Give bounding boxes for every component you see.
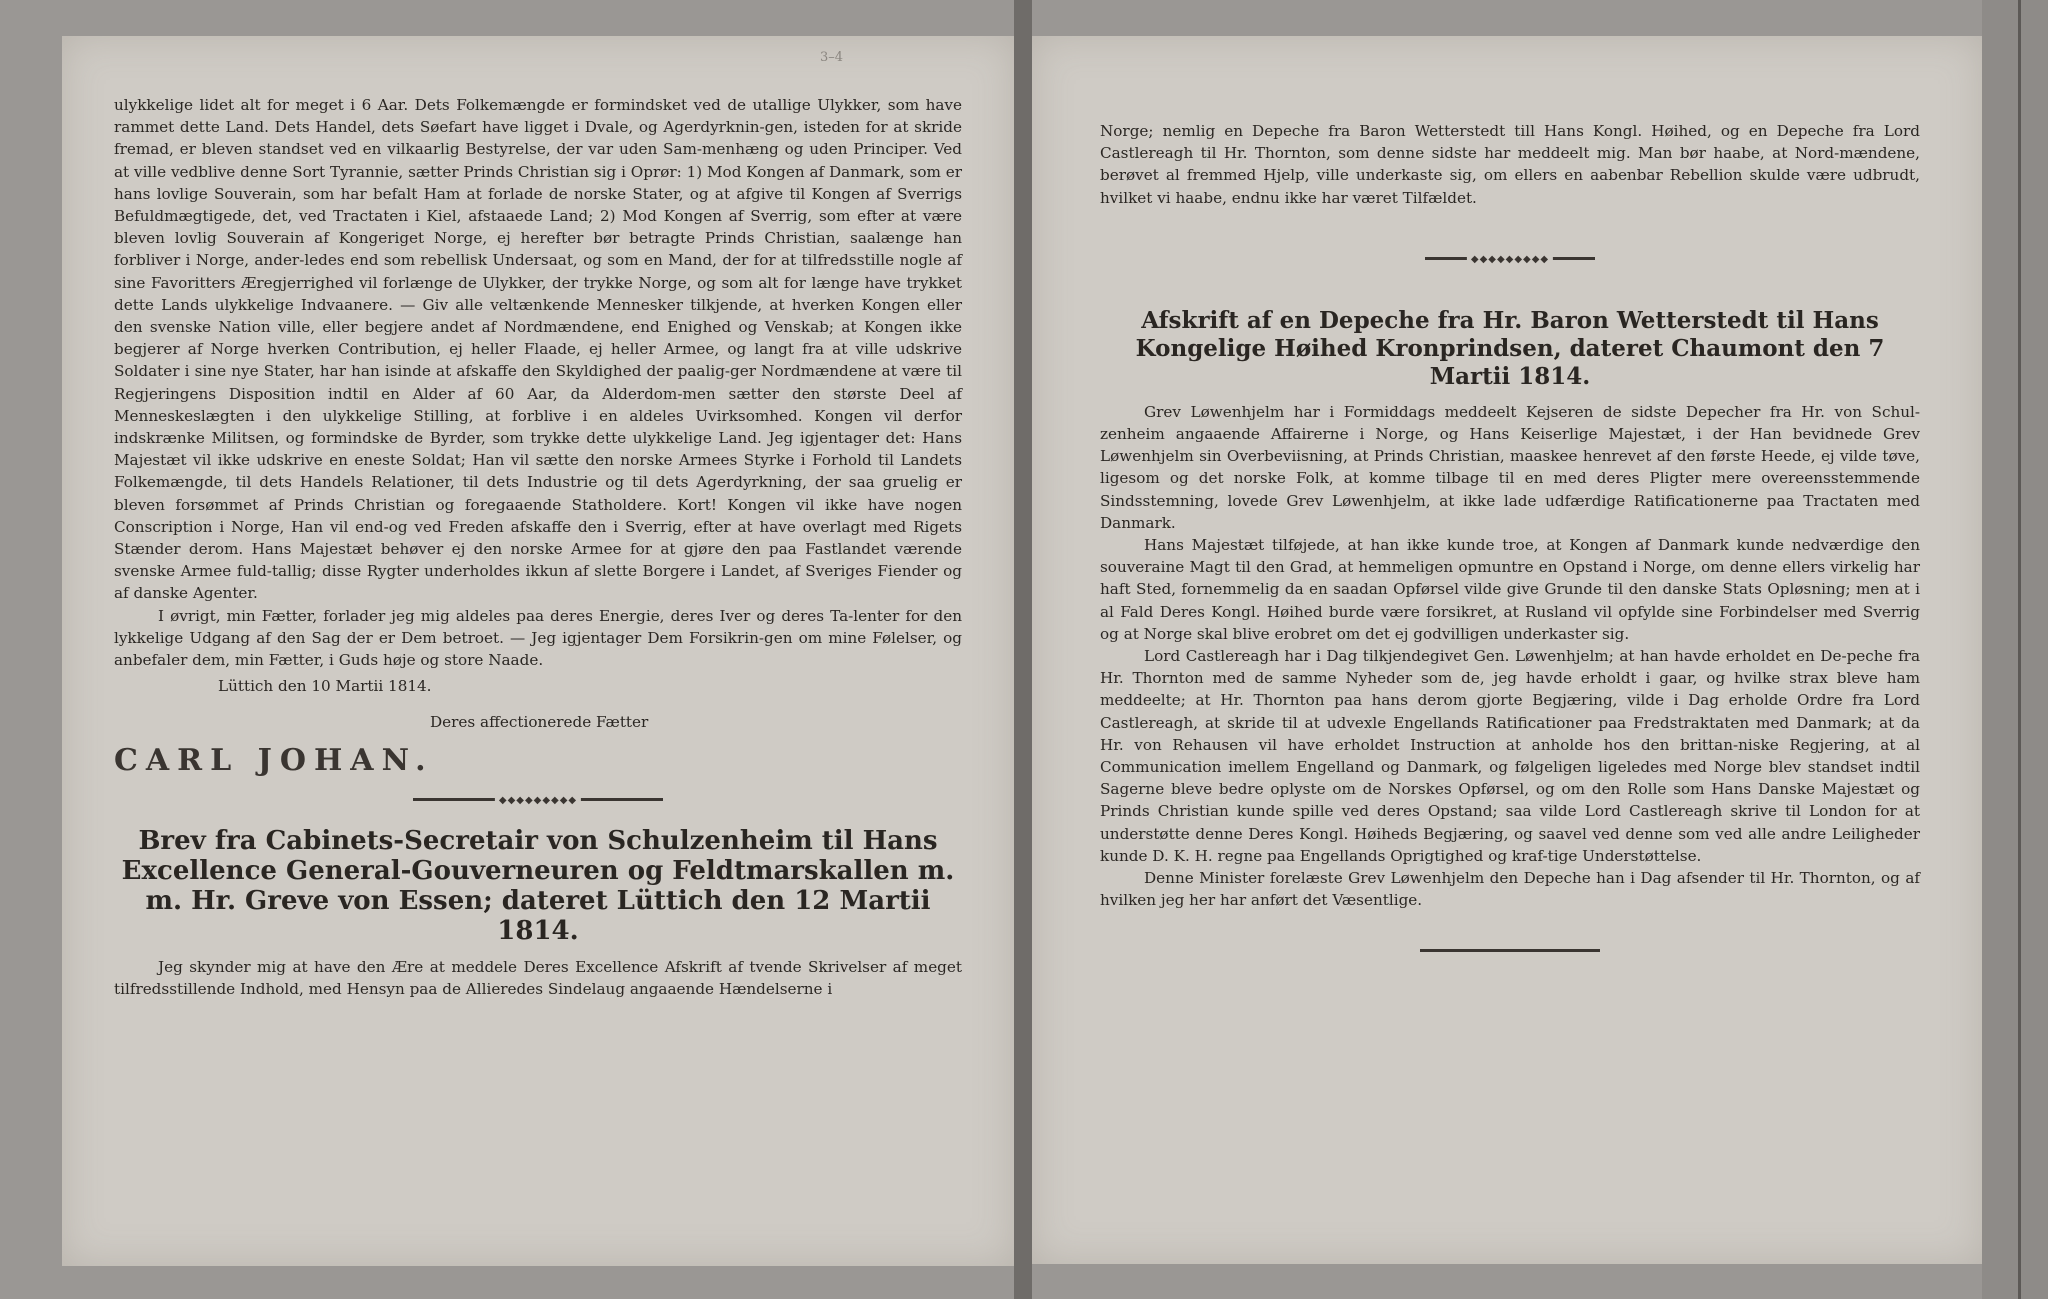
left-page (62, 36, 1014, 1266)
place-date: Lüttich den 10 Martii 1814. (218, 677, 432, 696)
paragraph: I øvrigt, min Fætter, forlader jeg mig aldeles paa deres Energie, deres Iver og deres Ta-lenter for den lykkelige Udgang af den Sag der er Dem betroet. — Jeg igjentager Dem Forsikrin-gen om mine Følelser, og anbefaler dem, min Fætter, i Guds høje og store Naade. (114, 606, 962, 670)
page-mark: 3–4 (820, 50, 844, 65)
ornament-rule (1425, 249, 1595, 267)
paragraph: Norge; nemlig en Depeche fra Baron Wetterstedt till Hans Kongl. Høihed, og en Depeche fra Lord Castlereagh til Hr. Thornton, som denne sidste har meddeelt mig. Man bør haabe, at Nord-mændene, berøvet al fremmed Hjelp, ville underkaste sig, om ellers en aabenbar Rebellion skulde være udbrudt, hvilket vi haabe, endnu ikke har været Tilfældet. (1100, 122, 1920, 207)
spine-line (2018, 0, 2021, 1299)
closing-line: Deres affectionerede Fætter (430, 713, 649, 732)
section-heading: Brev fra Cabinets-Secretair von Schulzenheim til Hans Excellence General-Gouverneuren og Feldtmarskallen m. m. Hr. Greve von Essen; dateret Lüttich den 12 Martii 1814. (121, 825, 955, 946)
paragraph: Denne Minister forelæste Grev Løwenhjelm den Depeche han i Dag afsender til Hr. Thornton, og af hvilken jeg her har anført det Væsentlige. (1100, 869, 1920, 910)
paragraph: Grev Løwenhjelm har i Formiddags meddeelt Kejseren de sidste Depecher fra Hr. von Schul-zenheim angaaende Affairerne i Norge, og Hans Keiserlige Majestæt, i der Han bevidnede Grev Løwenhjelm sin Overbeviisning, at Prinds Christian, maaskee henrevet af den første Heede, ej vilde tøve, ligesom og det norske Folk, at komme tilbage til en med deres Pligter mere overeensstemmende Sindsstemning, lovede Grev Løwenhjelm, at ikke lade udfærdige Ratificationerne paa Tractaten med Danmark. (1100, 402, 1920, 532)
book-edge (1982, 0, 2048, 1299)
paragraph: ulykkelige lidet alt for meget i 6 Aar. Dets Folkemængde er formindsket ved de utallige Ulykker, som have rammet dette Land. Dets Handel, dets Søefart have ligget i Dvale, og Agerdyrknin-gen, isteden for at skride fremad, er bleven standset ved en vilkaarlig Bestyrelse, der var uden Sam-menhæng og uden Principer. Ved at ville vedblive denne Sort Tyrannie, sætter Prinds Christian sig i Oprør: 1) Mod Kongen af Danmark, som er hans lovlige Souverain, som har befalt Ham at forlade de norske Stater, og at afgive til Kongen af Sverrigs Befuldmægtigede, det, ved Tractaten i Kiel, afstaaede Land; 2) Mod Kongen af Sverrig, som efter at være bleven lovlig Souverain af Kongeriget Norge, ej herefter bør betragte Prinds Christian, saalænge han forbliver i Norge, ander-ledes end som rebellisk Undersaat, og som en Mand, der for at tilfredsstille nogle af sine Favoritters Æregjerrighed vil forlænge de Ulykker, der trykke Norge, og som alt for længe have trykket dette Lands ulykkelige Indvaanere. — Giv alle veltænkende Mennesker tilkjende, at hverken Kongen eller den svenske Nation ville, eller begjere andet af Nordmændene, end Enighed og Venskab; at Kongen ikke begjerer af Norge hverken Contribution, ej heller Flaade, ej heller Armee, og langt fra at ville udskrive Soldater i sine nye Stater, har han isinde at afskaffe den Skyldighed der paalig-ger Nordmændene at være til Regjeringens Disposition indtil en Alder af 60 Aar, da Alderdom-men sætter den største Deel af Menneskeslægten i den ulykkelige Stilling, at forblive i en aldeles Uvirksomhed. Kongen vil derfor indskrænke Militsen, og formindske de Byrder, som trykke dette ulykkelige Land. Jeg igjentager det: Hans Majestæt vil ikke udskrive en eneste Soldat; Han vil sætte den norske Armees Styrke i Forhold til Landets Folkemængde, til dets Handels Relationer, til dets Industrie og til dets Agerdyrkning, der saa gruelig er bleven forsømmet af Prinds Christian og foregaaende Statholdere. Kort! Kongen vil ikke have nogen Conscription i Norge, Han vil end-og ved Freden afskaffe den i Sverrig, efter at have overlagt med Rigets Stænder derom. Hans Majestæt behøver ej den norske Armee for at gjøre den paa Fastlandet værende svenske Armee fuld-tallig; disse Rygter underholdes ikkun af slette Borgere i Landet, af Sveriges Fiender og af danske Agenter. (114, 96, 962, 603)
paragraph: Lord Castlereagh har i Dag tilkjendegivet Gen. Løwenhjelm; at han havde erholdet en De-peche fra Hr. Thornton med de samme Nyheder som de, jeg havde erholdt i gaar, og hvilke strax bleve ham meddeelte; at Hr. Thornton paa hans derom gjorte Begjæring, vilde i Dag erholde Ordre fra Lord Castlereagh, at skride til at udvexle Engellands Ratificationer paa Fredstraktaten med Danmark; at da Hr. von Rehausen vil have erholdet Instruction at anholde hos den brittan-niske Regjering, at al Communication imellem Engelland og Danmark, og følgeligen ligeledes med Norge blev standset indtil Sagerne bleve bedre oplyste om de Norskes Opførsel, og om den Rolle som Hans Danske Majestæt og Prinds Christian kunde spille ved deres Opstand; saa vilde Lord Castlereagh skrive til London for at understøtte denne Deres Kongl. Høiheds Begjæring, og saavel ved denne som ved alle andre Leiligheder kunde D. K. H. regne paa Engellands Oprigtighed og kraf-tige Understøttelse. (1100, 647, 1920, 865)
ornament-rule (413, 790, 663, 808)
signature: CARL JOHAN. (114, 742, 434, 778)
right-column (1100, 120, 1920, 977)
paragraph: Hans Majestæt tilføjede, at han ikke kunde troe, at Kongen af Danmark kunde nedværdige den souveraine Magt til den Grad, at hemmeligen opmuntre en Opstand i Norge, om denne ellers virkelig har haft Sted, fornemmelig da en saadan Opførsel vilde give Grunde til den danske Stats Opløsning; men at i al Fald Deres Kongl. Høihed burde være forsikret, at Rusland vil opfylde sine Forbindelser med Sverrig og at Norge skal blive erobret om det ej godvilligen underkaster sig. (1100, 536, 1920, 643)
book-gutter (1014, 0, 1032, 1299)
section-heading: Afskrift af en Depeche fra Hr. Baron Wetterstedt til Hans Kongelige Høihed Kronprindsen, dateret Chaumont den 7 Martii 1814. (1135, 306, 1885, 390)
closing-rule (1420, 941, 1600, 959)
left-column (114, 94, 962, 1000)
right-page (1032, 36, 1982, 1264)
paragraph: Jeg skynder mig at have den Ære at meddele Deres Excellence Afskrift af tvende Skrivelser af meget tilfredsstillende Indhold, med Hensyn paa de Allieredes Sindelaug angaaende Hændelserne i (114, 957, 962, 999)
